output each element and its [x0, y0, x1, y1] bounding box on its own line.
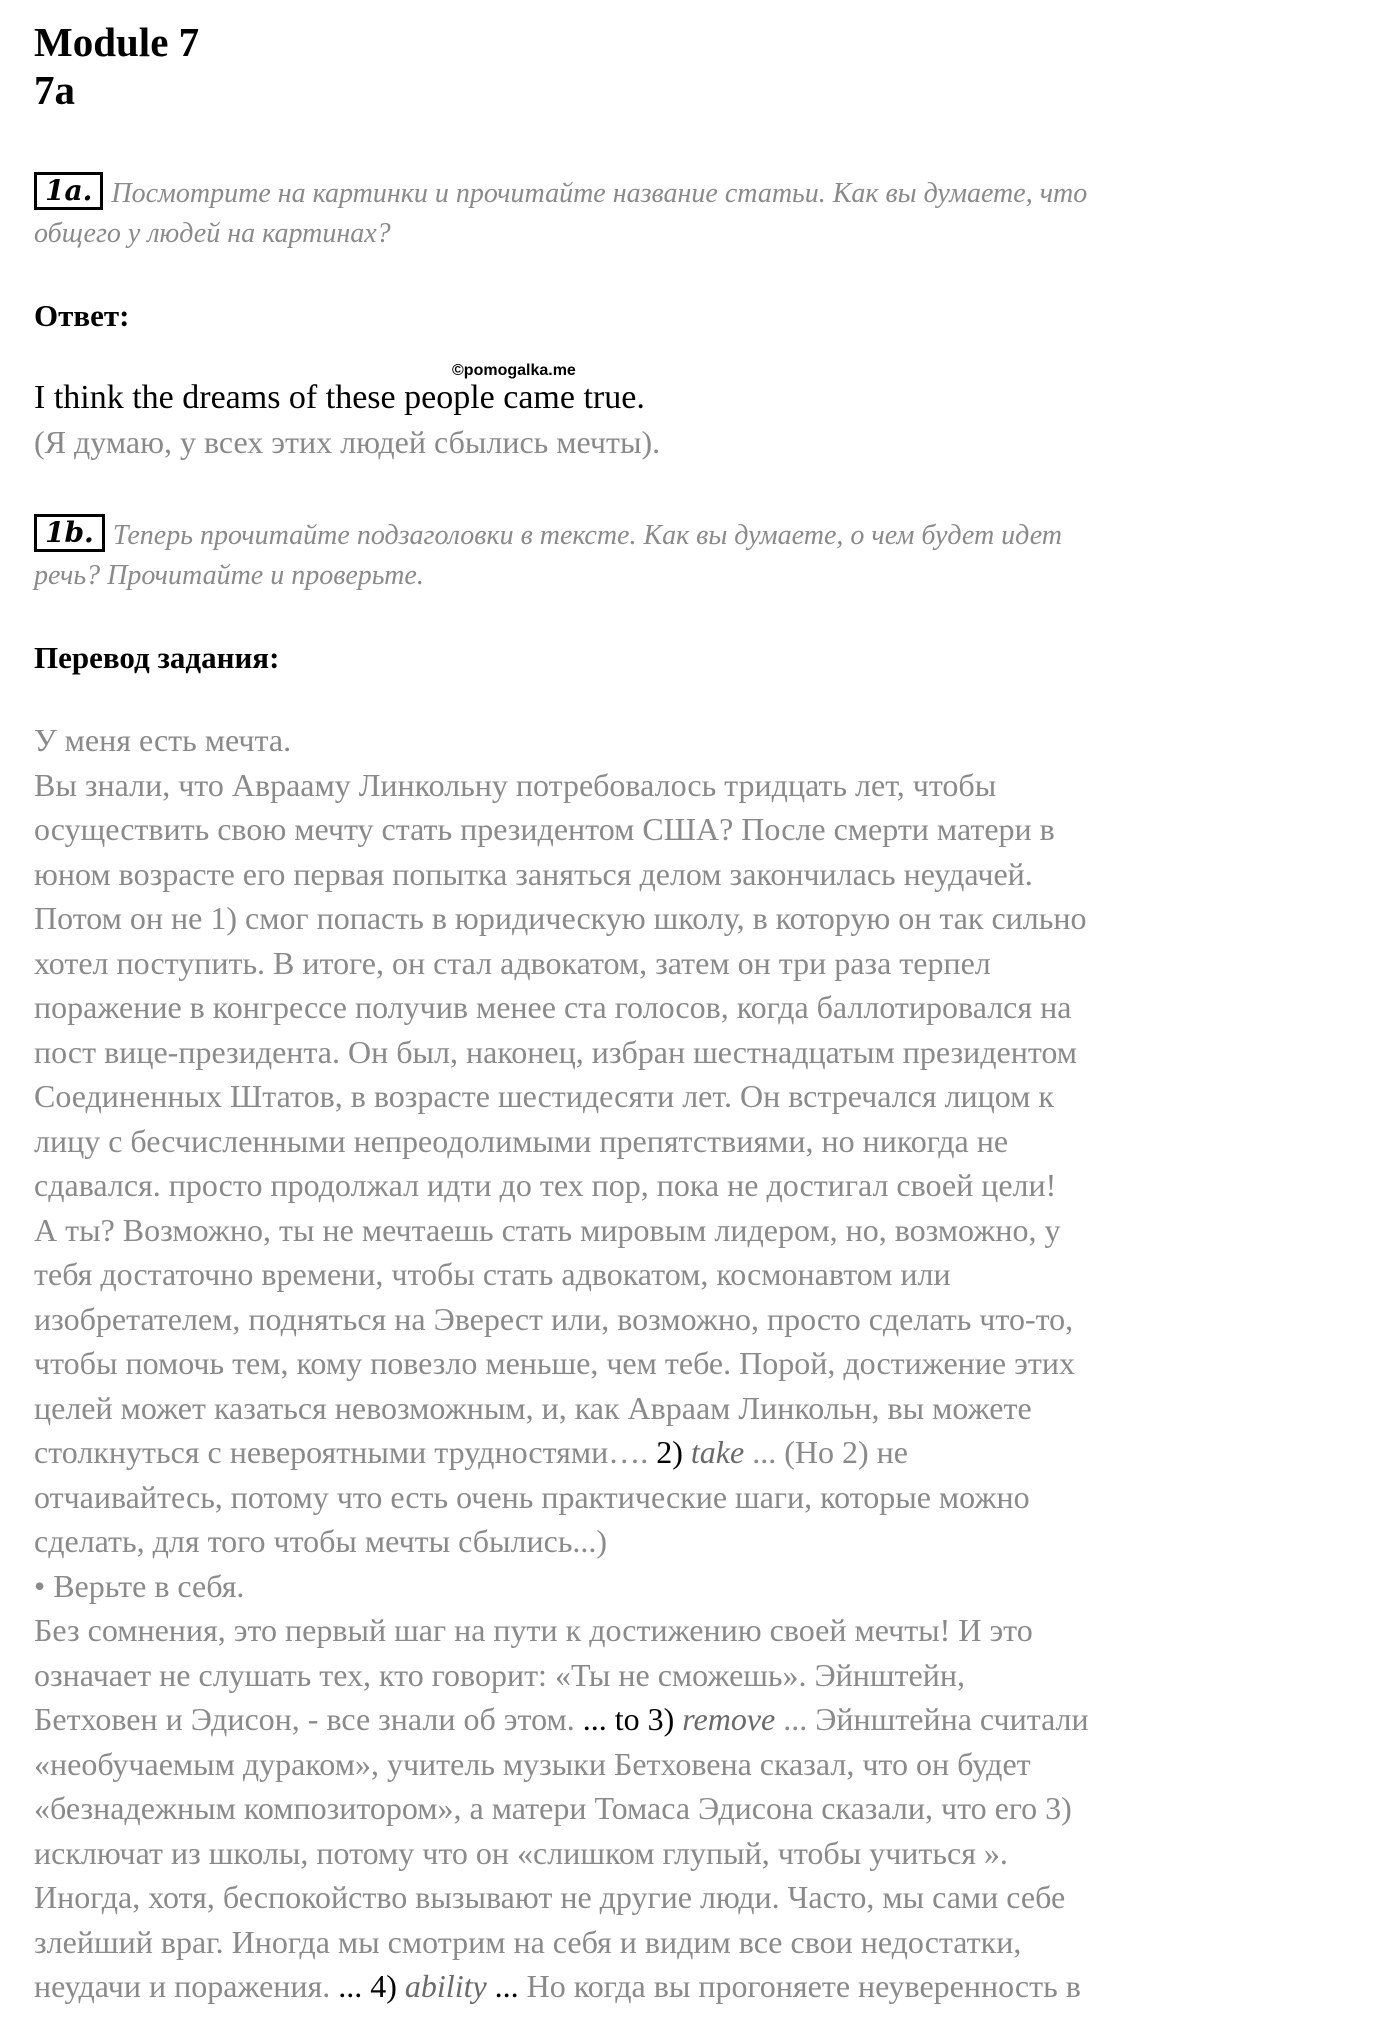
translation-line: «безнадежным композитором», а матери Томаса Эдисона сказали, что его 3) [34, 1790, 1072, 1826]
translation-line: отчаивайтесь, потому что есть очень практические шаги, которые можно [34, 1478, 1030, 1515]
line-text: столкнуться с невероятными трудностями…. [34, 1434, 657, 1470]
task-1b-badge: 1b. [34, 514, 105, 552]
translation-line: • Верьте в себя. [34, 1567, 245, 1604]
watermark: ©pomogalka.me [452, 362, 576, 379]
line-text: Бетховен и Эдисон, - все знали об этом. [34, 1701, 583, 1737]
gap-word: ability [404, 1968, 487, 2004]
gap-number: ... to 3) [582, 1701, 683, 1737]
translation-line: поражение в конгрессе получив менее ста голосов, когда баллотировался на [34, 989, 1072, 1025]
gap-word: take [690, 1434, 745, 1470]
answer-heading: Ответ: [34, 298, 130, 333]
task-1a-instruction-line2: общего у людей на картинах? [34, 218, 391, 249]
lesson-title: 7a [34, 67, 75, 113]
task-1b [34, 514, 1344, 596]
translation-line: У меня есть мечта. [34, 722, 292, 758]
task-1a-instruction-line1: Посмотрите на картинки и прочитайте название статьи. Как вы думаете, что [111, 178, 1088, 209]
translation-line: чтобы помочь тем, кому повезло меньше, чем тебе. Порой, достижение этих [34, 1345, 1075, 1381]
translation-line: Иногда, хотя, беспокойство вызывают не другие люди. Часто, мы сами себе [34, 1879, 1066, 1915]
translation-line: целей может казаться невозможным, и, как Авраам Линкольн, вы можете [34, 1389, 1032, 1426]
translation-line: лицу с бесчисленными непреодолимыми препятствиями, но никогда не [34, 1122, 1009, 1159]
translation-line: Вы знали, что Аврааму Линкольну потребовалось тридцать лет, чтобы [34, 766, 997, 803]
translation-line [34, 1697, 1344, 1742]
translation-line: А ты? Возможно, ты не мечтаешь стать мировым лидером, но, возможно, у [34, 1211, 1061, 1248]
task-1b-instruction-line1: Теперь прочитайте подзаголовки в тексте. Как вы думаете, о чем будет идет [112, 520, 1062, 551]
gap-dots: ... [486, 1968, 519, 2004]
document-page [34, 18, 1344, 2009]
translation-line: сдавался. просто продолжал идти до тех пор, пока не достигал своей цели! [34, 1167, 1057, 1203]
line-text: Но когда вы прогоняете неуверенность в [518, 1968, 1081, 2004]
task-1b-instruction-line2: речь? Прочитайте и проверьте. [34, 560, 424, 591]
module-title: Module 7 [34, 19, 200, 65]
answer-block [34, 362, 1344, 464]
task-1a-badge: 1a. [34, 172, 103, 210]
gap-word: remove [682, 1701, 776, 1737]
gap-number: 2) [656, 1434, 691, 1470]
translation-line: означает не слушать тех, кто говорит: «Ты не сможешь». Эйнштейн, [34, 1656, 965, 1693]
translation-line: исключат из школы, потому что он «слишком глупый, чтобы учиться ». [34, 1834, 1008, 1871]
translation-line: юном возрасте его первая попытка заняться делом закончилась неудачей. [34, 855, 1033, 892]
answer-russian: (Я думаю, у всех этих людей сбылись мечты). [34, 424, 661, 460]
translation-line: Соединенных Штатов, в возрасте шестидесяти лет. Он встречался лицом к [34, 1078, 1054, 1114]
translation-line: «необучаемым дураком», учитель музыки Бетховена сказал, что он будет [34, 1745, 1031, 1782]
line-text: ... Эйнштейна считали [775, 1701, 1089, 1737]
translation-line: хотел поступить. В итоге, он стал адвокатом, затем он три раза терпел [34, 944, 991, 981]
translation-line: осуществить свою мечту стать президентом США? После смерти матери в [34, 811, 1055, 847]
translation-line: Без сомнения, это первый шаг на пути к достижению своей мечты! И это [34, 1612, 1033, 1648]
translation-line: злейший враг. Иногда мы смотрим на себя и видим все свои недостатки, [34, 1923, 1022, 1960]
gap-number: ... 4) [338, 1968, 405, 2004]
translation-line [34, 1964, 1344, 2009]
translation-line: изобретателем, подняться на Эверест или, возможно, просто сделать что-то, [34, 1300, 1074, 1337]
translation-line [34, 1430, 1344, 1475]
translation-line: пост вице-президента. Он был, наконец, избран шестнадцатым президентом [34, 1033, 1078, 1070]
line-text: неудачи и поражения. [34, 1968, 339, 2004]
translation-text [34, 718, 1344, 2009]
translation-line: тебя достаточно времени, чтобы стать адвокатом, космонавтом или [34, 1256, 951, 1292]
answer-english: I think the dreams of these people came true. [34, 379, 645, 416]
task-1a [34, 172, 1344, 254]
translation-heading: Перевод задания: [34, 640, 280, 675]
translation-line: Потом он не 1) смог попасть в юридическую школу, в которую он так сильно [34, 900, 1087, 936]
translation-line: сделать, для того чтобы мечты сбылись...) [34, 1523, 608, 1559]
line-text: ... (Но 2) не [744, 1434, 908, 1470]
